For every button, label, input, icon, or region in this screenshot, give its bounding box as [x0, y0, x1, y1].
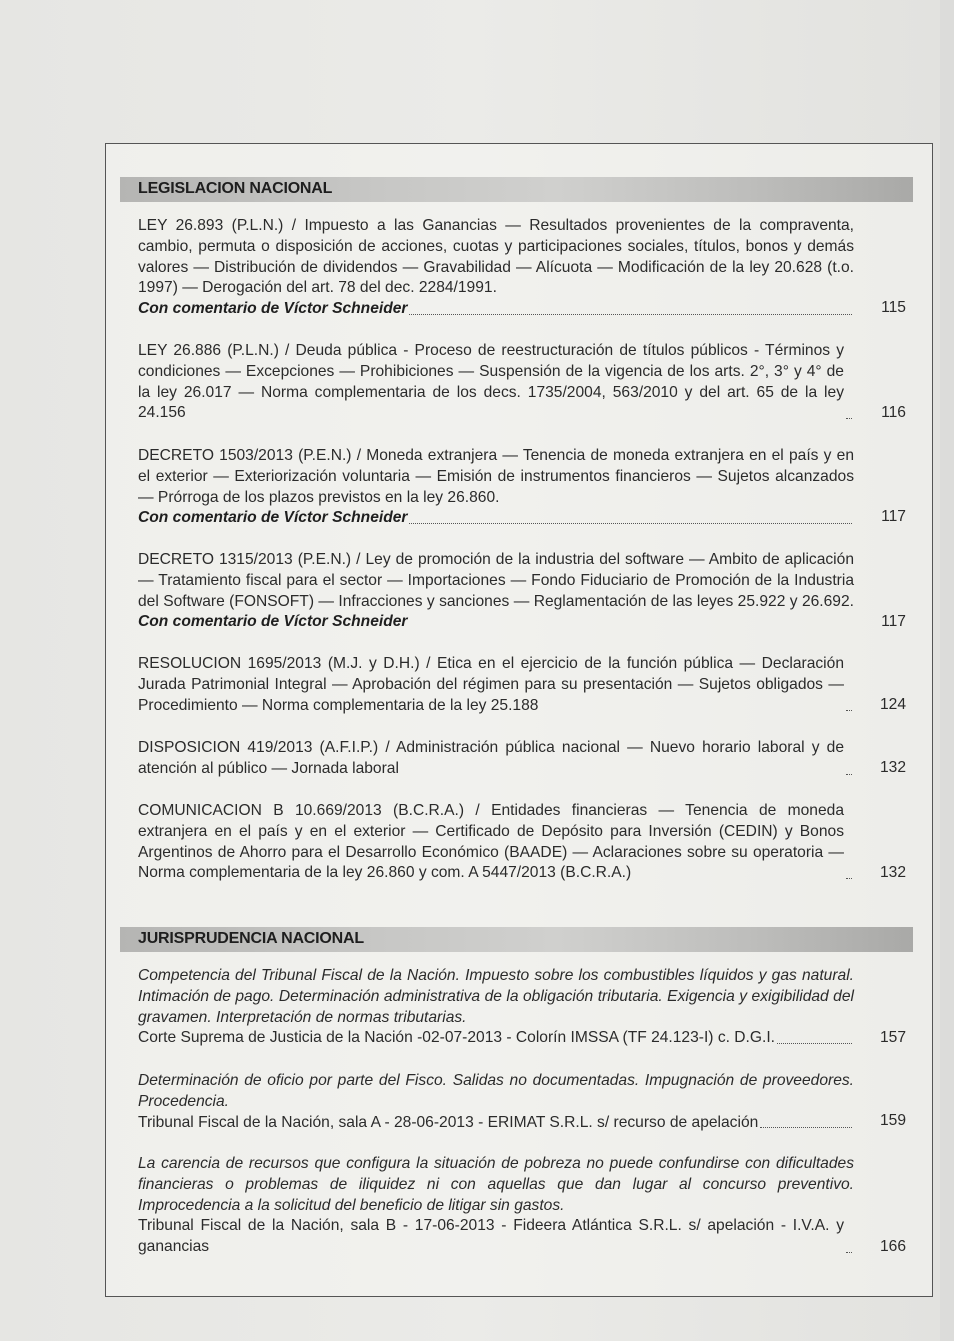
section-title: LEGISLACION NACIONAL — [138, 180, 333, 197]
page-number: 159 — [879, 1112, 906, 1129]
dot-leader — [846, 774, 852, 775]
page-number: 132 — [879, 759, 906, 776]
index-entry[interactable] — [138, 446, 854, 529]
case-entry[interactable] — [138, 966, 854, 1049]
index-entry[interactable] — [138, 341, 854, 424]
case-summary: Competencia del Tribunal Fiscal de la Nación. Impuesto sobre los combustibles líquidos y gas natural. Intimación de pago. Determinación administrativa de la obligación tributaria. Exigencia y exigibilidad del gravamen. Interpretación de normas tributarias. — [138, 967, 854, 1026]
dot-leader — [846, 710, 852, 711]
page-number: 117 — [881, 613, 906, 630]
page-number: 166 — [879, 1238, 906, 1255]
page-number: 117 — [881, 508, 906, 525]
case-summary: La carencia de recursos que configura la situación de pobreza no puede confundirse con dificultades financieras o problemas de iliquidez ni con aquellas que dan lugar al concurso preventivo. Improcedencia a la solicitud del beneficio de litigar sin gastos. — [138, 1155, 854, 1214]
case-citation: Tribunal Fiscal de la Nación, sala A - 28-06-2013 - ERIMAT S.R.L. s/ recurso de apelación — [138, 1113, 759, 1131]
entry-comment: Con comentario de Víctor Schneider — [138, 300, 408, 318]
dot-leader — [777, 1043, 852, 1044]
index-entry[interactable] — [138, 801, 854, 884]
index-entry[interactable] — [138, 216, 854, 320]
case-entry[interactable] — [138, 1071, 854, 1133]
case-citation: Corte Suprema de Justicia de la Nación -02-07-2013 - Colorín IMSSA (TF 24.123-I) c. D.G.I. — [138, 1029, 776, 1047]
page-number: 157 — [879, 1029, 906, 1046]
page-number: 116 — [881, 404, 906, 421]
entry-text: DISPOSICION 419/2013 (A.F.I.P.) / Administración pública nacional — Nuevo horario laboral y de atención al público — Jornada laboral — [138, 739, 844, 777]
index-entry[interactable] — [138, 550, 854, 633]
page-number: 115 — [881, 299, 906, 316]
index-entry[interactable] — [138, 654, 854, 716]
section-title: JURISPRUDENCIA NACIONAL — [138, 930, 364, 947]
entry-text: DECRETO 1503/2013 (P.E.N.) / Moneda extranjera — Tenencia de moneda extranjera en el país y en el exterior — Exteriorización voluntaria — Emisión de instrumentos financieros — Sujetos alcanzados — Prórroga de los plazos previstos en la ley 26.860. — [138, 447, 854, 506]
case-entry[interactable] — [138, 1154, 854, 1258]
dot-leader — [409, 314, 852, 315]
entry-text: DECRETO 1315/2013 (P.E.N.) / Ley de promoción de la industria del software — Ambito de aplicación — Tratamiento fiscal para el sector — Importaciones — Fondo Fiduciario de Promoción de la Industria del Software (FONSOFT) — Infracciones y sanciones — Reglamentación de las leyes 25.922 y 26.692. — [138, 551, 854, 610]
entry-comment: Con comentario de Víctor Schneider — [138, 613, 408, 631]
entry-comment: Con comentario de Víctor Schneider — [138, 509, 408, 527]
case-summary: Determinación de oficio por parte del Fisco. Salidas no documentadas. Impugnación de proveedores. Procedencia. — [138, 1072, 854, 1110]
case-citation: Tribunal Fiscal de la Nación, sala B - 17-06-2013 - Fideera Atlántica S.R.L. s/ apelación - I.V.A. y ganancias — [138, 1217, 844, 1256]
entry-text: COMUNICACION B 10.669/2013 (B.C.R.A.) / Entidades financieras — Tenencia de moneda extranjera en el país y en el exterior — Certificado de Depósito para Inversión (CEDIN) y Bonos Argentinos de Ahorro para el Desarrollo Económico (BAADE) — Aclaraciones sobre su operatoria — Norma complementaria de la ley 26.860 y com. A 5447/2013 (B.C.R.A.) — [138, 802, 844, 882]
section-header-legislacion — [120, 177, 913, 202]
dot-leader — [846, 878, 852, 879]
entry-text: RESOLUCION 1695/2013 (M.J. y D.H.) / Etica en el ejercicio de la función pública — Declaración Jurada Patrimonial Integral — Aprobación del régimen para su presentación — Sujetos obligados — Procedimiento — Norma complementaria de la ley 25.188 — [138, 655, 844, 714]
page-number: 132 — [879, 864, 906, 881]
page-number: 124 — [879, 696, 906, 713]
index-entry[interactable] — [138, 738, 854, 780]
entry-text: LEY 26.893 (P.L.N.) / Impuesto a las Ganancias — Resultados provenientes de la compraventa, cambio, permuta o disposición de acciones, cuotas y participaciones sociales, títulos, bonos y demás valores — Distribución de dividendos — Gravabilidad — Alícuota — Modificación de la ley 20.628 (t.o. 1997) — Derogación del art. 78 del dec. 2284/1991. — [138, 217, 854, 297]
section-header-jurisprudencia — [120, 927, 913, 952]
dot-leader — [760, 1127, 852, 1128]
dot-leader — [409, 523, 852, 524]
dot-leader — [846, 418, 852, 419]
entry-text: LEY 26.886 (P.L.N.) / Deuda pública - Proceso de reestructuración de títulos públicos - Términos y condiciones — Excepciones — Prohibiciones — Suspensión de la vigencia de los arts. 2°, 3° y 4° de la ley 26.017 — Norma complementaria de los decs. 1735/2004, 563/2010 y del art. 65 de la ley 24.156 — [138, 342, 844, 422]
dot-leader — [846, 1252, 852, 1253]
